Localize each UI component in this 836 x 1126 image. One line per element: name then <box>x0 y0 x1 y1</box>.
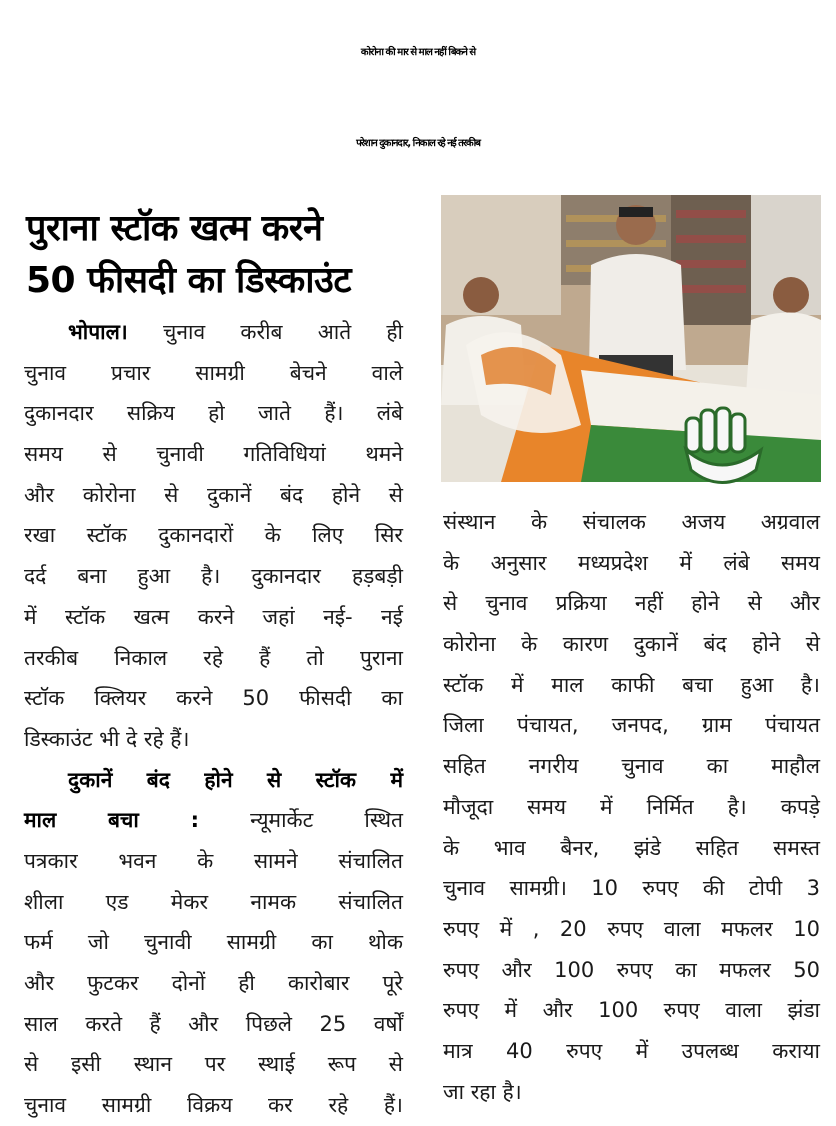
article-line: शीला एड मेकर नामक संचालित <box>24 889 403 914</box>
article-line: पत्रकार भवन के सामने संचालित <box>24 848 403 873</box>
crosshead-line-2 <box>24 800 403 841</box>
article-line <box>24 312 403 353</box>
article-line: मौजूदा समय में निर्मित है। कपड़े <box>443 794 820 819</box>
article-line: जा रहा है। <box>443 1079 522 1104</box>
article-line: डिस्काउंट भी दे रहे हैं। <box>24 726 190 751</box>
article-line-text: न्यूमार्केट स्थित <box>250 808 403 833</box>
crosshead <box>24 760 403 801</box>
article-line: चुनाव सामग्री। 10 रुपए की टोपी 3 <box>443 876 820 901</box>
article-line: सहित नगरीय चुनाव का माहौल <box>443 754 820 779</box>
article-line: में स्टॉक खत्म करने जहां नई- नई <box>24 604 403 629</box>
article-line: स्टॉक क्लियर करने 50 फीसदी का <box>24 686 403 711</box>
dateline: भोपाल। <box>68 320 128 344</box>
article-line: और फुटकर दोनों ही कारोबार पूरे <box>24 971 403 995</box>
article-line: और कोरोना से दुकानें बंद होने से <box>24 482 403 507</box>
article-line: चुनाव प्रचार सामग्री बेचने वाले <box>24 360 403 385</box>
headline-line-2: परेशान दुकानदार, निकाल रहे नई तरकीब <box>356 138 480 149</box>
article-line: के अनुसार मध्यप्रदेश में लंबे समय <box>443 550 820 575</box>
crosshead-bold: माल बचा : <box>24 808 199 833</box>
shop-photo-illustration <box>441 195 821 482</box>
article-line: स्टॉक में माल काफी बचा हुआ है। <box>443 672 820 697</box>
article-line: चुनाव सामग्री विक्रय कर रहे हैं। <box>24 1093 403 1118</box>
article-line: फर्म जो चुनावी सामग्री का थोक <box>24 930 403 955</box>
article-line: समय से चुनावी गतिविधियां थमने <box>24 442 403 467</box>
subheadline-line-1: पुराना स्टॉक खत्म करने <box>26 208 323 249</box>
article-line: मात्र 40 रुपए में उपलब्ध कराया <box>443 1038 820 1063</box>
article-line: कोरोना के कारण दुकानें बंद होने से <box>443 632 820 657</box>
article-line: रखा स्टॉक दुकानदारों के लिए सिर <box>24 523 403 548</box>
article-line: रुपए में और 100 रुपए वाला झंडा <box>443 998 820 1023</box>
article-line: रुपए में , 20 रुपए वाला मफलर 10 <box>443 916 820 941</box>
shop-photo <box>441 195 821 482</box>
headline-line-1: कोरोना की मार से माल नहीं बिकने से <box>360 47 476 58</box>
article-right-column <box>443 502 820 1112</box>
article-line: दर्द बना हुआ है। दुकानदार हड़बड़ी <box>24 564 403 589</box>
article-line: जिला पंचायत, जनपद, ग्राम पंचायत <box>443 713 820 738</box>
article-line: संस्थान के संचालक अजय अग्रवाल <box>443 510 820 534</box>
article-line: रुपए और 100 रुपए का मफलर 50 <box>443 957 820 982</box>
article-line: दुकानदार सक्रिय हो जाते हैं। लंबे <box>24 401 403 426</box>
article-left-column <box>24 312 403 1126</box>
article-line: साल करते हैं और पिछले 25 वर्षों <box>24 1011 403 1036</box>
article-line: से इसी स्थान पर स्थाई रूप से <box>24 1052 403 1077</box>
article-line: के भाव बैनर, झंडे सहित समस्त <box>443 835 820 860</box>
subheadline-line-2: 50 फीसदी का डिस्काउंट <box>26 260 351 301</box>
article-line: से चुनाव प्रक्रिया नहीं होने से और <box>443 591 820 616</box>
article-line-text: चुनाव करीब आते ही <box>163 320 403 344</box>
crosshead-text: दुकानें बंद होने से स्टॉक में <box>68 767 403 792</box>
article-line: तरकीब निकाल रहे हैं तो पुराना <box>24 645 403 670</box>
